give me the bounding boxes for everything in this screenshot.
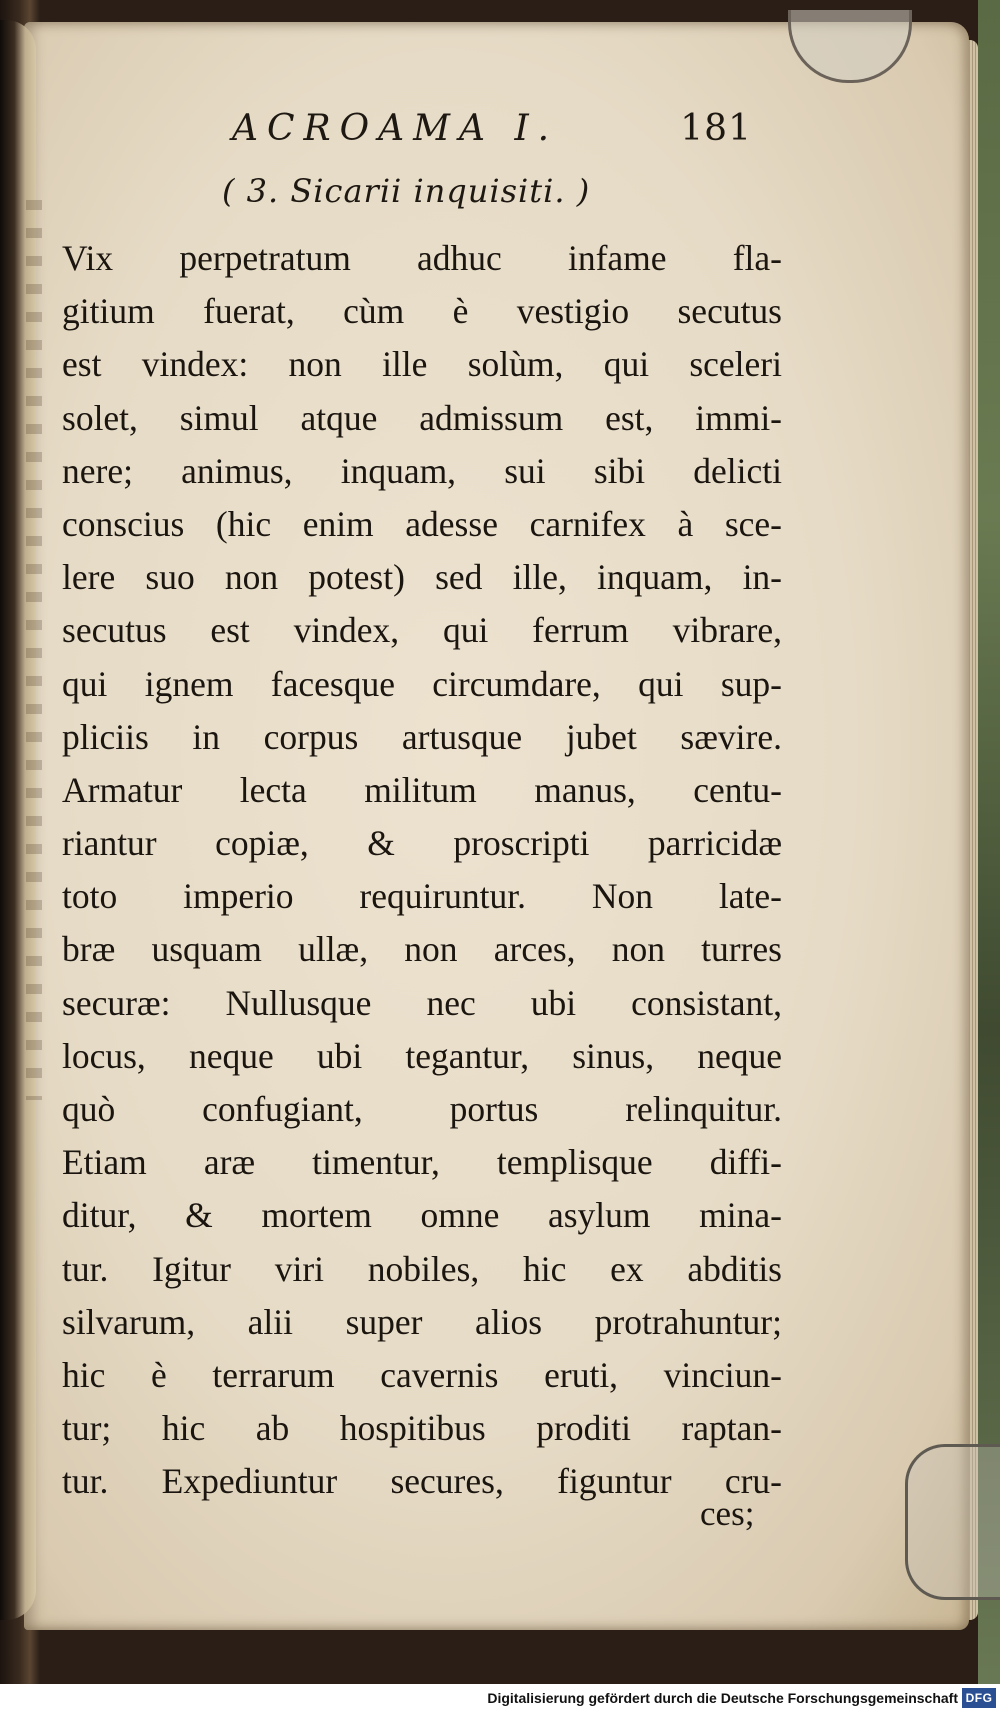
bottom-clip bbox=[905, 1444, 1000, 1600]
text-line: secutus est vindex, qui ferrum vibrare, bbox=[62, 610, 782, 651]
body-text bbox=[62, 232, 782, 1509]
text-line: riantur copiæ, & proscripti parricidæ bbox=[62, 823, 782, 864]
text-line: pliciis in corpus artusque jubet sævire. bbox=[62, 716, 782, 757]
text-line: tur. Igitur viri nobiles, hic ex abditis bbox=[62, 1248, 782, 1289]
catchword: ces; bbox=[700, 1494, 755, 1533]
section-heading: ( 3. Sicarii inquisiti. ) bbox=[222, 172, 591, 210]
text-line: Armatur lecta militum manus, centu- bbox=[62, 769, 782, 810]
dfg-logo: DFG bbox=[962, 1688, 996, 1708]
text-line: locus, neque ubi tegantur, sinus, neque bbox=[62, 1035, 782, 1076]
text-line: bræ usquam ullæ, non arces, non turres bbox=[62, 929, 782, 970]
text-line: quò confugiant, portus relinquitur. bbox=[62, 1089, 782, 1129]
text-line: gitium fuerat, cùm è vestigio secutus bbox=[62, 291, 782, 332]
text-line: tur; hic ab hospitibus proditi raptan- bbox=[62, 1408, 782, 1449]
text-line: ditur, & mortem omne asylum mina- bbox=[62, 1195, 782, 1236]
running-header bbox=[232, 108, 752, 158]
text-line: silvarum, alii super alios protrahuntur; bbox=[62, 1301, 782, 1342]
text-line: securæ: Nullusque nec ubi consistant, bbox=[62, 982, 782, 1023]
header-title: ACROAMA I. bbox=[232, 108, 559, 149]
digitization-footer bbox=[0, 1684, 1000, 1714]
footer-credit: Digitalisierung gefördert durch die Deutsche Forschungsgemeinschaft bbox=[487, 1690, 958, 1706]
text-line: hic è terrarum cavernis eruti, vinciun- bbox=[62, 1354, 782, 1395]
page-number: 181 bbox=[680, 108, 752, 149]
text-line: toto imperio requiruntur. Non late- bbox=[62, 876, 782, 917]
text-line: Vix perpetratum adhuc infame fla- bbox=[62, 238, 782, 278]
text-line: nere; animus, inquam, sui sibi delicti bbox=[62, 450, 782, 491]
text-line: solet, simul atque admissum est, immi- bbox=[62, 397, 782, 438]
text-line: tur. Expediuntur secures, figuntur cru- bbox=[62, 1461, 782, 1502]
bleed-through-text bbox=[26, 200, 42, 1100]
text-line: est vindex: non ille solùm, qui sceleri bbox=[62, 344, 782, 385]
text-line: conscius (hic enim adesse carnifex à sce- bbox=[62, 503, 782, 544]
text-line: qui ignem facesque circumdare, qui sup- bbox=[62, 663, 782, 704]
text-line: Etiam aræ timentur, templisque diffi- bbox=[62, 1142, 782, 1183]
text-line: lere suo non potest) sed ille, inquam, in- bbox=[62, 557, 782, 598]
